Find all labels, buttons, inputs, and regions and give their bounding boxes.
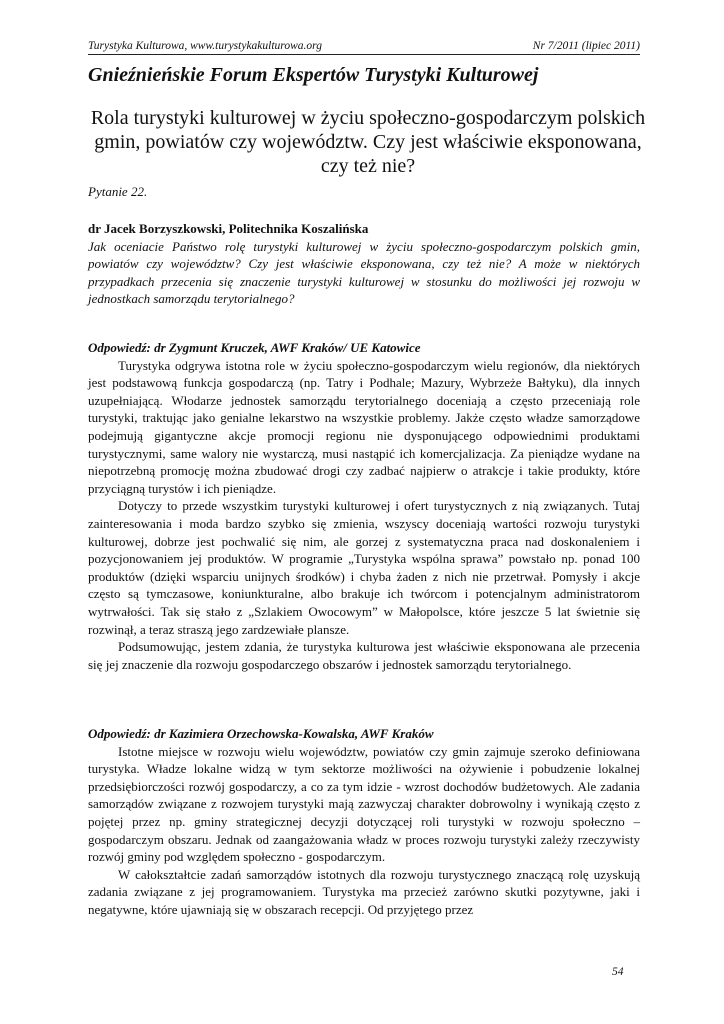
question-title: Rola turystyki kulturowej w życiu społeczno-gospodarczym polskich gmin, powiatów czy województw. Czy jest właściwie eksponowana, czy też nie? — [90, 107, 646, 177]
journal-name: Turystyka Kulturowa, www.turystykakulturowa.org — [88, 40, 322, 52]
answer-section — [88, 725, 640, 919]
page-number: 54 — [612, 966, 624, 978]
answer-heading: Odpowiedź: dr Kazimiera Orzechowska-Kowalska, AWF Kraków — [88, 726, 434, 741]
answer-paragraph: Podsumowując, jestem zdania, że turystyka kulturowa jest właściwie eksponowana ale przecenia się jej znaczenie dla rozwoju gospodarczego obszarów i jednostek samorządu terytorialnego. — [88, 639, 640, 672]
answer-section — [88, 339, 640, 673]
answer-paragraph: Istotne miejsce w rozwoju wielu województw, powiatów czy gmin zajmuje szeroko definiowana turystyka. Władze lokalne widzą w tym sektorze możliwości na ożywienie i pobudzenie lokalnej przedsiębiorczości rozwój gospodarczy, a co za tym idzie - wzrost dochodów budżetowych. Ale zadania samorządów związane z rozwojem turystyki mają zazwyczaj charakter dobrowolny i wynikają często z pojętej przez np. gminy strategicznej decyzji dotyczącej roli turystyki w rozwoju społeczno – gospodarczym obszaru. Jednak od zaangażowania władz w proces rozwoju turystyki zależy rzeczywisty rozwój gminy pod względem społeczno - gospodarczym. — [88, 743, 640, 865]
answer-heading: Odpowiedź: dr Zygmunt Kruczek, AWF Kraków/ UE Katowice — [88, 340, 421, 355]
asker-section — [88, 220, 640, 308]
question-number: Pytanie 22. — [88, 184, 148, 199]
answer-paragraph: W całokształtcie zadań samorządów istotnych dla rozwoju turystycznego znaczącą rolę uzyskują zadania związane z jej programowaniem. Turystyka ma przecież zarówno skutki pozytywne, jaki i negatywne, które ujawniają się w obszarach recepcji. Od przyjętego przez — [88, 866, 640, 917]
asker-name: dr Jacek Borzyszkowski, Politechnika Koszalińska — [88, 221, 369, 236]
answer-paragraph: Dotyczy to przede wszystkim turystyki kulturowej i ofert turystycznych z nią związanych. Tutaj zainteresowania i moda bardzo szybko się zmienia, wszyscy doceniają wartości rozwoju turystyki kulturowej, dobrze jest pochwalić się nim, ale gorzej z systematyczna praca nad doskonaleniem i pozycjonowaniem jej produktów. W programie „Turystyka wspólna sprawa” powstało np. ponad 100 produktów (dzięki wsparciu unijnych środków) i chyba żaden z nich nie przetrwał. Pomysły i akcje często są tymczasowe, koniunkturalne, albo brakuje ich twórcom i potencjalnym administratorom wytrwałości. Tak się stało z „Szlakiem Owocowym” w Małopolsce, które jeszcze 5 lat świetnie się rozwinął, a teraz straszą jego zardzewiałe plansze. — [88, 498, 640, 637]
issue-number: Nr 7/2011 (lipiec 2011) — [532, 40, 640, 52]
running-header — [88, 40, 640, 55]
asker-question: Jak oceniacie Państwo rolę turystyki kulturowej w życiu społeczno-gospodarczym polskich gmin, powiatów czy województw? Czy jest właściwie eksponowana, czy też nie? A może w niektórych przypadkach przecenia się znaczenie turystyki kulturowej w stosunku do możliwości jej rozwoju w jednostkach samorządu terytorialnego? — [88, 238, 640, 307]
forum-title: Gnieźnieńskie Forum Ekspertów Turystyki Kulturowej — [88, 64, 539, 86]
answer-paragraph: Turystyka odgrywa istotna role w życiu społeczno-gospodarczym wielu regionów, dla niektórych jest podstawową funkcja gospodarczą (np. Tatry i Podhale; Mazury, Wybrzeże Bałtyku), dla innych uzupełniającą. Włodarze jednostek samorządu terytorialnego doceniają a często przeceniają role turystyki, traktując jako genialne lekarstwo na wszystkie problemy. Jakże często władze samorządowe podejmują gigantyczne akcje promocji regionu nie dysponującego odpowiednimi produktami turystycznymi, same walory nie wystarczą, musi nastąpić ich komercjalizacja. Za pieniądze wydane na niepotrzebną promocję można zbudować drogi czy zadbać najpierw o atrakcje i takie produkty, które przyciągną turystów i ich pieniądze. — [88, 357, 640, 496]
